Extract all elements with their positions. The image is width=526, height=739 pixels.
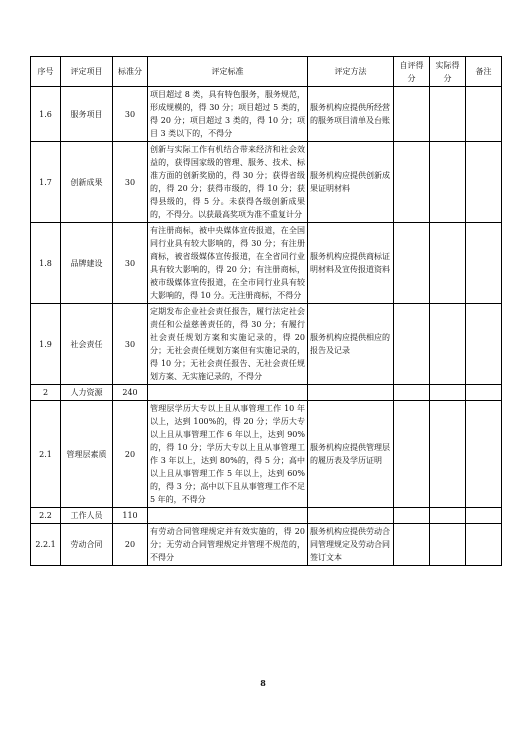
row-criteria: 管理层学历大专以上且从事管理工作 10 年以上，达到 100%的，得 20 分；学历大专以上且从事管理工作 6 年以上，达到 90%的，得 10 分；学历大专以上且从事管理工作 3 年以上，达到 80%的，得 5 分；高中以上且从事管理工作 5 年以上，达到 60%的，得 3 分；高中以下且从事管理工作不足 5 年的，不得分: [148, 401, 308, 508]
row-seq: 1.7: [31, 142, 61, 223]
row-score: 110: [113, 508, 148, 524]
row-actual-score-cell: [430, 304, 466, 385]
row-criteria: [148, 385, 308, 401]
row-remarks-cell: [466, 87, 502, 142]
row-score: 30: [113, 223, 148, 304]
table-row: [31, 223, 502, 304]
row-item: 工作人员: [61, 508, 113, 524]
row-criteria: 创新与实际工作有机结合带来经济和社会效益的，获得国家级的管理、服务、技术、标准方面的创新奖励的，得 30 分；获得省级的，得 20 分；获得市级的，得 10 分；获得县级的，得 5 分。未获得各级创新成果的，不得分。以获最高奖项为准不重复计分: [148, 142, 308, 223]
header-actual-score: 实际得分: [430, 57, 466, 87]
row-remarks-cell: [466, 401, 502, 508]
row-score: 20: [113, 401, 148, 508]
row-seq: 2: [31, 385, 61, 401]
row-score: 30: [113, 304, 148, 385]
row-item: 人力资源: [61, 385, 113, 401]
table-header-row: [31, 57, 502, 87]
row-item: 劳动合同: [61, 524, 113, 566]
row-actual-score-cell: [430, 223, 466, 304]
row-method: 服务机构应提供相应的报告及记录: [308, 304, 394, 385]
row-remarks-cell: [466, 508, 502, 524]
row-item: 创新成果: [61, 142, 113, 223]
row-remarks-cell: [466, 304, 502, 385]
header-criteria: 评定标准: [148, 57, 308, 87]
evaluation-table: [30, 56, 502, 566]
table-row: [31, 385, 502, 401]
row-self-score-cell: [394, 401, 430, 508]
row-self-score-cell: [394, 87, 430, 142]
row-criteria: 有注册商标，被中央媒体宣传报道，在全国同行业具有较大影响的，得 30 分；有注册商标，被省级媒体宣传报道，在全省同行业具有较大影响的，得 20 分；有注册商标，被市级媒体宣传报道，在全市同行业具有较大影响的，得 10 分。无注册商标，不得分: [148, 223, 308, 304]
header-item: 评定项目: [61, 57, 113, 87]
row-seq: 1.9: [31, 304, 61, 385]
row-method: [308, 508, 394, 524]
table-row: [31, 508, 502, 524]
row-score: 240: [113, 385, 148, 401]
row-item: 社会责任: [61, 304, 113, 385]
row-remarks-cell: [466, 385, 502, 401]
row-criteria: 有劳动合同管理规定并有效实施的，得 20 分；无劳动合同管理规定并管理不规范的，不得分: [148, 524, 308, 566]
row-method: 服务机构应提供创新成果证明材料: [308, 142, 394, 223]
row-criteria: 项目超过 8 类，具有特色服务，服务规范，形成规模的，得 30 分；项目超过 5 类的，得 20 分；项目超过 3 类的，得 10 分；项目 3 类以下的，不得分: [148, 87, 308, 142]
row-remarks-cell: [466, 142, 502, 223]
row-seq: 1.6: [31, 87, 61, 142]
row-remarks-cell: [466, 223, 502, 304]
header-seq: 序号: [31, 57, 61, 87]
row-score: 30: [113, 142, 148, 223]
table-row: [31, 142, 502, 223]
row-self-score-cell: [394, 508, 430, 524]
row-actual-score-cell: [430, 385, 466, 401]
row-actual-score-cell: [430, 401, 466, 508]
row-method: [308, 385, 394, 401]
header-method: 评定方法: [308, 57, 394, 87]
table-row: [31, 524, 502, 566]
row-seq: 2.2: [31, 508, 61, 524]
header-remarks: 备注: [466, 57, 502, 87]
header-self-score: 自评得分: [394, 57, 430, 87]
row-self-score-cell: [394, 524, 430, 566]
table-row: [31, 304, 502, 385]
row-actual-score-cell: [430, 87, 466, 142]
row-actual-score-cell: [430, 524, 466, 566]
row-criteria: [148, 508, 308, 524]
row-score: 30: [113, 87, 148, 142]
row-score: 20: [113, 524, 148, 566]
row-seq: 2.2.1: [31, 524, 61, 566]
row-seq: 1.8: [31, 223, 61, 304]
page-number: 8: [260, 678, 266, 688]
row-self-score-cell: [394, 304, 430, 385]
header-score: 标准分: [113, 57, 148, 87]
row-method: 服务机构应提供管理层的履历表及学历证明: [308, 401, 394, 508]
row-method: 服务机构应提供劳动合同管理规定及劳动合同签订文本: [308, 524, 394, 566]
row-actual-score-cell: [430, 142, 466, 223]
row-method: 服务机构应提供所经营的服务项目清单及台账: [308, 87, 394, 142]
row-self-score-cell: [394, 385, 430, 401]
row-seq: 2.1: [31, 401, 61, 508]
row-actual-score-cell: [430, 508, 466, 524]
row-method: 服务机构应提供商标证明材料及宣传报道资料: [308, 223, 394, 304]
row-remarks-cell: [466, 524, 502, 566]
row-criteria: 定期发布企业社会责任报告，履行法定社会责任和公益慈善责任的，得 30 分；有履行社会责任规划方案和实施记录的，得 20 分；无社会责任规划方案但有实施记录的，得 10 分；无社会责任报告、无社会责任规划方案、无实施记录的，不得分: [148, 304, 308, 385]
table-row: [31, 401, 502, 508]
row-item: 服务项目: [61, 87, 113, 142]
row-self-score-cell: [394, 223, 430, 304]
row-self-score-cell: [394, 142, 430, 223]
row-item: 品牌建设: [61, 223, 113, 304]
row-item: 管理层素质: [61, 401, 113, 508]
table-row: [31, 87, 502, 142]
